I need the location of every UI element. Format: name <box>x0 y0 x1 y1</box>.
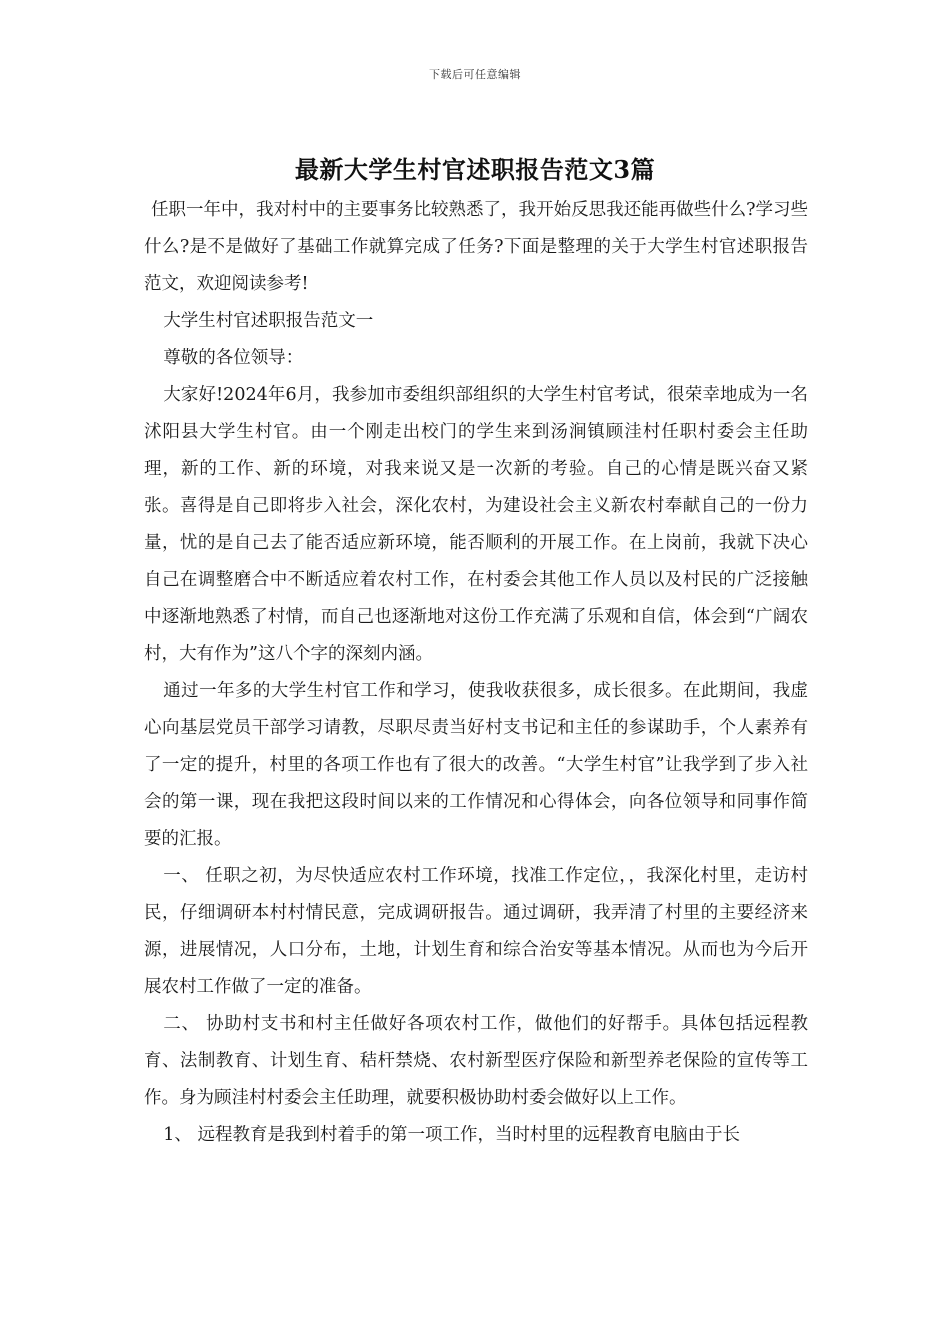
section-heading: 大学生村官述职报告范文一 <box>163 311 374 331</box>
body-paragraph: 通过一年多的大学生村官工作和学习，使我收获很多，成长很多。在此期间，我虚心向基层党员干部学习请教，尽职尽责当好村支书记和主任的参谋助手，个人素养有了一定的提升，村里的各项工作也有了很大的改善。“大学生村官”让我学到了步入社会的第一课，现在我把这段时间以来的工作情况和心得体会，向各位领导和同事作简要的汇报。 <box>144 681 808 849</box>
body-paragraph: 二、 协助村支书和村主任做好各项农村工作，做他们的好帮手。具体包括远程教育、法制教育、计划生育、秸杆禁烧、农村新型医疗保险和新型养老保险的宣传等工作。身为顾洼村村委会主任助理，就要积极协助村委会做好以上工作。 <box>144 1014 808 1108</box>
document-title: 最新大学生村官述职报告范文3篇 <box>294 155 656 184</box>
body-paragraph: 一、 任职之初，为尽快适应农村工作环境，找准工作定位，，我深化村里，走访村民，仔细调研本村村情民意，完成调研报告。通过调研，我弄清了村里的主要经济来源，进展情况，人口分布，土地，计划生育和综合治安等基本情况。从而也为今后开展农村工作做了一定的准备。 <box>144 866 808 997</box>
document-body <box>144 192 808 1154</box>
body-paragraph: 大家好!2024年6月，我参加市委组织部组织的大学生村官考试，很荣幸地成为一名沭阳县大学生村官。由一个刚走出校门的学生来到汤涧镇顾洼村任职村委会主任助理，新的工作、新的环境，对我来说又是一次新的考验。自己的心情是既兴奋又紧张。喜得是自己即将步入社会，深化农村，为建设社会主义新农村奉献自己的一份力量，忧的是自己去了能否适应新环境，能否顺利的开展工作。在上岗前，我就下决心自己在调整磨合中不断适应着农村工作，在村委会其他工作人员以及村民的广泛接触中逐渐地熟悉了村情，而自己也逐渐地对这份工作充满了乐观和自信，体会到“广阔农村，大有作为”这八个字的深刻内涵。 <box>144 385 808 664</box>
salutation: 尊敬的各位领导： <box>163 348 304 368</box>
header-note: 下载后可任意编辑 <box>429 68 521 81</box>
body-paragraph: 1、 远程教育是我到村着手的第一项工作，当时村里的远程教育电脑由于长 <box>163 1125 740 1145</box>
intro-paragraph: 任职一年中，我对村中的主要事务比较熟悉了，我开始反思我还能再做些什么?学习些什么?是不是做好了基础工作就算完成了任务?下面是整理的关于大学生村官述职报告范文，欢迎阅读参考! <box>144 200 808 294</box>
